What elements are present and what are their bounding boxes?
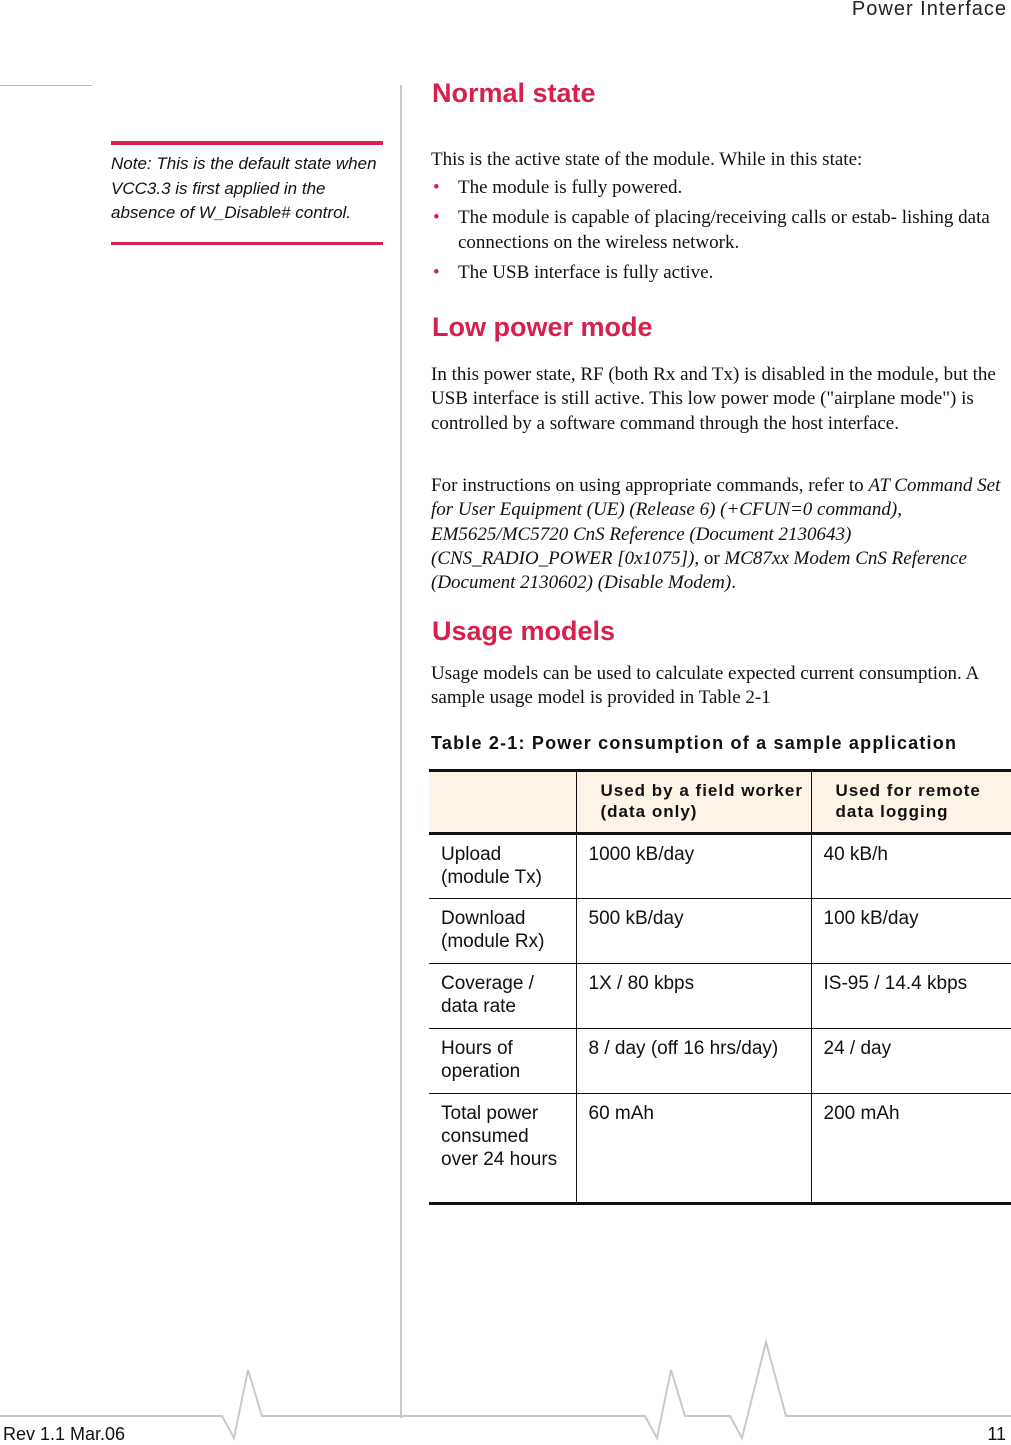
running-header-title: Power Interface [851,0,1007,20]
table-cell: 500 kB/day [576,899,811,964]
table-row [429,1094,1011,1204]
reference-em5625-cns: EM5625/MC5720 CnS Reference (Document 2130643) (CNS_RADIO_POWER [0x1075]) [431,523,852,569]
table-cell: Upload (module Tx) [429,834,576,899]
low-power-paragraph: In this power state, RF (both Rx and Tx) is disabled in the module, but the USB interface is still active. This low power mode ("airplane mode") is controlled by a software command through the host interface. [431,364,996,434]
table-cell: 1000 kB/day [576,834,811,899]
table-cell: 60 mAh [576,1094,811,1204]
usage-paragraph: Usage models can be used to calculate expected current consumption. A sample usage model is provided in Table 2-1 [431,663,979,709]
heading-normal-state: Normal state [432,78,596,108]
table-header-cell: Used for remote data logging [811,771,1011,834]
list-item [431,261,1001,285]
table-caption: Table 2-1: Power consumption of a sample application [431,733,958,753]
table-row [429,899,1011,964]
table-header-cell [429,771,576,834]
normal-state-list [431,176,1001,291]
table-row [429,1029,1011,1094]
table-cell: 1X / 80 kbps [576,964,811,1029]
table-row [429,964,1011,1029]
bullet-icon: • [433,207,440,229]
references-separator: , or [694,547,725,569]
footer-waveform-decoration [0,1330,1011,1442]
power-consumption-table [429,769,1011,1205]
table-cell: 40 kB/h [811,834,1011,899]
list-item [431,206,1001,255]
list-item [431,176,1001,200]
table-cell: IS-95 / 14.4 kbps [811,964,1011,1029]
list-item-text: The module is capable of placing/receiving calls or estab- lishing data connections on the wireless network. [458,207,990,253]
table-header-row [429,771,1011,834]
table-header-cell: Used by a field worker (data only) [576,771,811,834]
list-item-text: The module is fully powered. [458,177,683,198]
heading-low-power-mode: Low power mode [432,312,653,342]
footer-revision: Rev 1.1 Mar.06 [3,1424,126,1444]
header-rule [0,85,92,86]
footer-waveform-line [0,1342,1011,1438]
low-power-references [431,474,1001,595]
table-cell: Hours of operation [429,1029,576,1094]
bullet-icon: • [433,177,440,198]
footer-page-number: 11 [987,1424,1006,1444]
table-cell: 100 kB/day [811,899,1011,964]
heading-usage-models: Usage models [432,616,616,646]
table-cell: 24 / day [811,1029,1011,1094]
table-cell: 8 / day (off 16 hrs/day) [576,1029,811,1094]
bullet-icon: • [433,261,440,283]
reference-mc87xx-cns: MC87xx Modem CnS Reference (Document 2130602) (Disable Modem) [431,547,967,594]
normal-state-intro: This is the active state of the module. While in this state: [431,149,863,170]
table-cell: Coverage / data rate [429,964,576,1029]
table-cell: 200 mAh [811,1094,1011,1204]
references-end: . [731,572,736,594]
list-item-text: The USB interface is fully active. [458,261,714,283]
references-separator: , [897,499,902,521]
table-row [429,834,1011,899]
references-lead: For instructions on using appropriate commands, refer to [431,475,869,496]
table-cell: Total power consumed over 24 hours [429,1094,576,1204]
reference-at-command-set: AT Command Set for User Equipment (UE) (Release 6) (+CFUN=0 command) [431,475,1001,521]
column-divider [400,85,402,1418]
table-cell: Download (module Rx) [429,899,576,964]
margin-note: Note: This is the default state when VCC3.3 is first applied in the absence of W_Disable# control. [111,141,383,245]
